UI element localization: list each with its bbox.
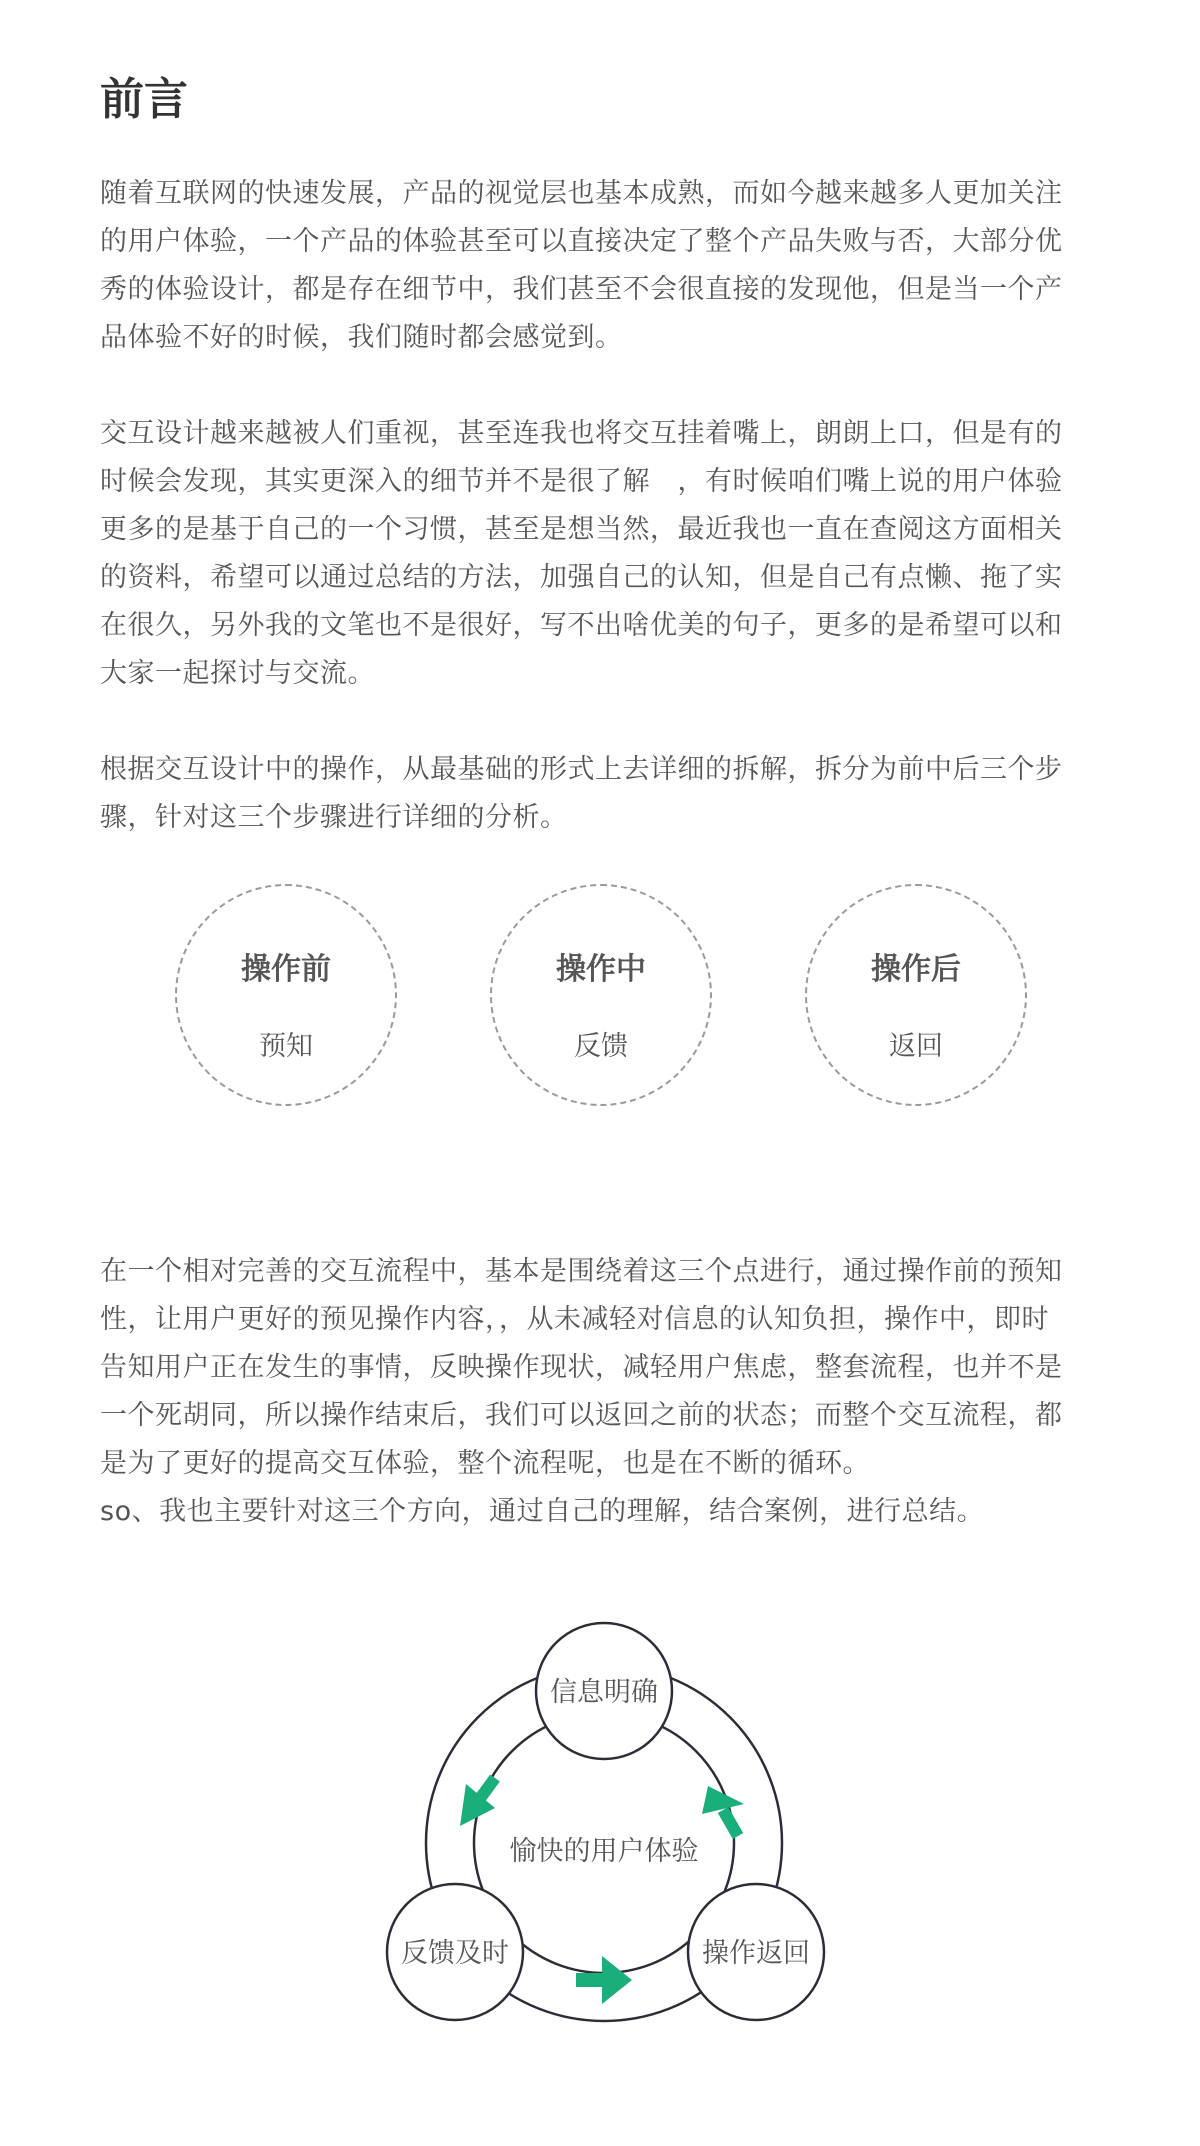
text-line: 性，让用户更好的预见操作内容，，从未减轻对信息的认知负担，操作中，即时 <box>100 1304 1049 1335</box>
cycle-center-label: 愉快的用户体验 <box>509 1836 699 1867</box>
step-subtitle: 预知 <box>259 1031 313 1062</box>
text-line: 告知用户正在发生的事情，反映操作现状，减轻用户焦虑，整套流程，也并不是 <box>100 1352 1063 1383</box>
step-during-circle <box>490 884 712 1106</box>
cycle-diagram <box>0 1590 1200 2040</box>
text-line: 品体验不好的时候，我们随时都会感觉到。 <box>100 322 623 353</box>
paragraph-steps-intro <box>100 746 1102 842</box>
step-after-circle <box>805 884 1027 1106</box>
paragraph-flow <box>100 1248 1102 1488</box>
page-title: 前言 <box>100 74 188 125</box>
text-line: so、我也主要针对这三个方向，通过自己的理解，结合案例，进行总结。 <box>100 1496 985 1527</box>
paragraph-summary <box>100 1488 1102 1536</box>
text-line: 大家一起探讨与交流。 <box>100 658 375 689</box>
paragraph-motivation <box>100 410 1102 698</box>
text-line: 随着互联网的快速发展，产品的视觉层也基本成熟，而如今越来越多人更加关注 <box>100 178 1063 209</box>
paragraph-intro <box>100 170 1102 362</box>
text-line: 更多的是基于自己的一个习惯，甚至是想当然，最近我也一直在查阅这方面相关 <box>100 514 1063 545</box>
arrow-icon <box>576 1956 632 2004</box>
step-before-circle <box>175 884 397 1106</box>
text-line: 交互设计越来越被人们重视，甚至连我也将交互挂着嘴上，朗朗上口，但是有的 <box>100 418 1063 449</box>
node-label-top: 信息明确 <box>550 1677 658 1708</box>
step-title: 操作后 <box>871 952 961 987</box>
text-line: 的用户体验，一个产品的体验甚至可以直接决定了整个产品失败与否，大部分优 <box>100 226 1063 257</box>
node-label-left: 反馈及时 <box>401 1938 509 1969</box>
step-title: 操作前 <box>241 952 331 987</box>
text-line: 根据交互设计中的操作，从最基础的形式上去详细的拆解，拆分为前中后三个步 <box>100 754 1063 785</box>
text-line: 骤，针对这三个步骤进行详细的分析。 <box>100 802 568 833</box>
node-label-right: 操作返回 <box>702 1938 810 1969</box>
steps-diagram <box>0 884 1200 1114</box>
step-subtitle: 返回 <box>889 1031 943 1062</box>
text-line: 的资料，希望可以通过总结的方法，加强自己的认知，但是自己有点懒、拖了实 <box>100 562 1063 593</box>
step-title: 操作中 <box>556 952 646 987</box>
text-line: 在一个相对完善的交互流程中，基本是围绕着这三个点进行，通过操作前的预知 <box>100 1256 1063 1287</box>
arrow-icon <box>702 1786 744 1836</box>
text-line: 一个死胡同，所以操作结束后，我们可以返回之前的状态；而整个交互流程，都 <box>100 1400 1063 1431</box>
text-line: 秀的体验设计，都是存在细节中，我们甚至不会很直接的发现他，但是当一个产 <box>100 274 1063 305</box>
text-line: 是为了更好的提高交互体验，整个流程呢，也是在不断的循环。 <box>100 1448 870 1479</box>
text-line: 在很久，另外我的文笔也不是很好，写不出啥优美的句子，更多的是希望可以和 <box>100 610 1063 641</box>
text-line: 时候会发现，其实更深入的细节并不是很了解 ，有时候咱们嘴上说的用户体验 <box>100 466 1063 497</box>
step-subtitle: 反馈 <box>574 1031 628 1062</box>
